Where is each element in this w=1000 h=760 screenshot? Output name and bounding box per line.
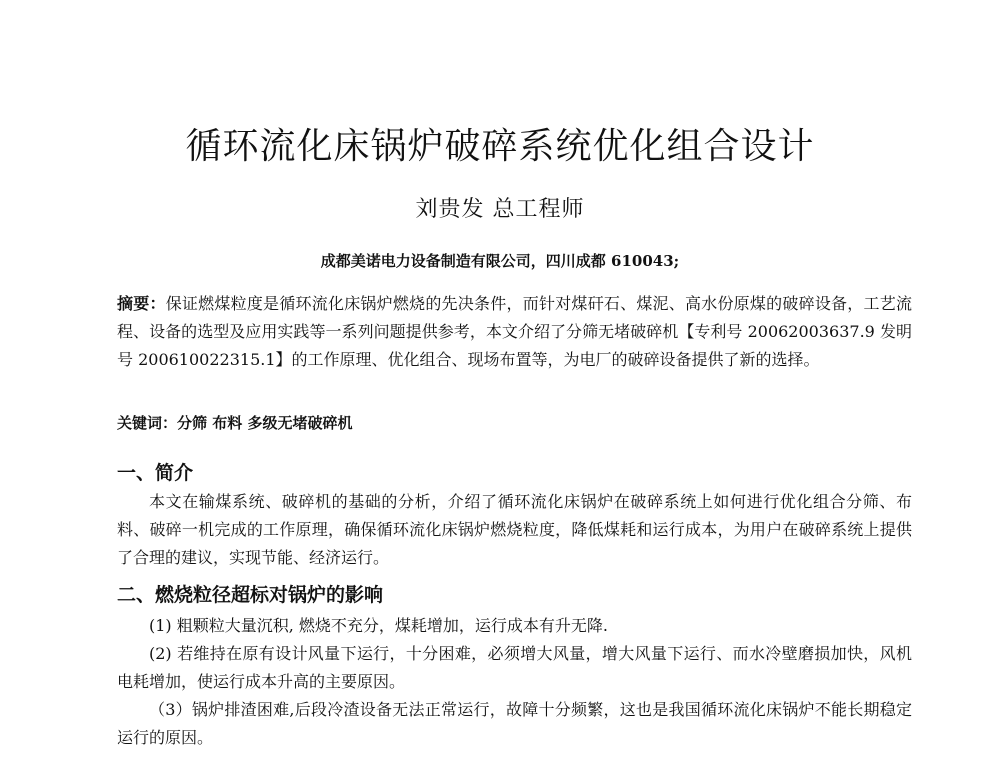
affiliation: 成都美诺电力设备制造有限公司，四川成都 610043; — [320, 252, 680, 270]
section-intro-paragraph: 本文在输煤系统、破碎机的基础的分析，介绍了循环流化床锅炉在破碎系统上如何进行优化组合分筛、布料、破碎一机完成的工作原理，确保循环流化床锅炉燃烧粒度，降低煤耗和运行成本，为用户在破碎系统上提供了合理的建议，实现节能、经济运行。 — [117, 492, 912, 567]
list-item-3: （3）锅炉排渣困难,后段冷渣设备无法正常运行，故障十分频繁，这也是我国循环流化床锅炉不能长期稳定运行的原因。 — [117, 700, 912, 747]
abstract-label: 摘要： — [117, 294, 166, 313]
abstract — [117, 290, 912, 374]
list-item-1: (1) 粗颗粒大量沉积, 燃烧不充分，煤耗增加，运行成本有升无降. — [149, 616, 609, 635]
abstract-text: 保证燃煤粒度是循环流化床锅炉燃烧的先决条件，而针对煤矸石、煤泥、高水份原煤的破碎设备，工艺流程、设备的选型及应用实践等一系列问题提供参考，本文介绍了分筛无堵破碎机【专利号 20062003637.9 发明号 200610022315.1】的工作原理、优化组合、现场布置等，为电厂的破碎设备提供了新的选择。 — [117, 294, 912, 369]
section-heading-impact: 二、燃烧粒径超标对锅炉的影响 — [117, 584, 384, 606]
keywords — [117, 412, 912, 433]
list-item-2: (2) 若维持在原有设计风量下运行，十分困难，必须增大风量，增大风量下运行、而水冷壁磨损加快，风机电耗增加，使运行成本升高的主要原因。 — [117, 644, 912, 691]
keywords-text: 分筛 布料 多级无堵破碎机 — [177, 414, 353, 432]
author-line: 刘贵发 总工程师 — [415, 197, 585, 222]
section-heading-intro: 一、简介 — [117, 462, 194, 484]
paper-title: 循环流化床锅炉破碎系统优化组合设计 — [185, 126, 815, 167]
keywords-label: 关键词： — [117, 414, 178, 432]
